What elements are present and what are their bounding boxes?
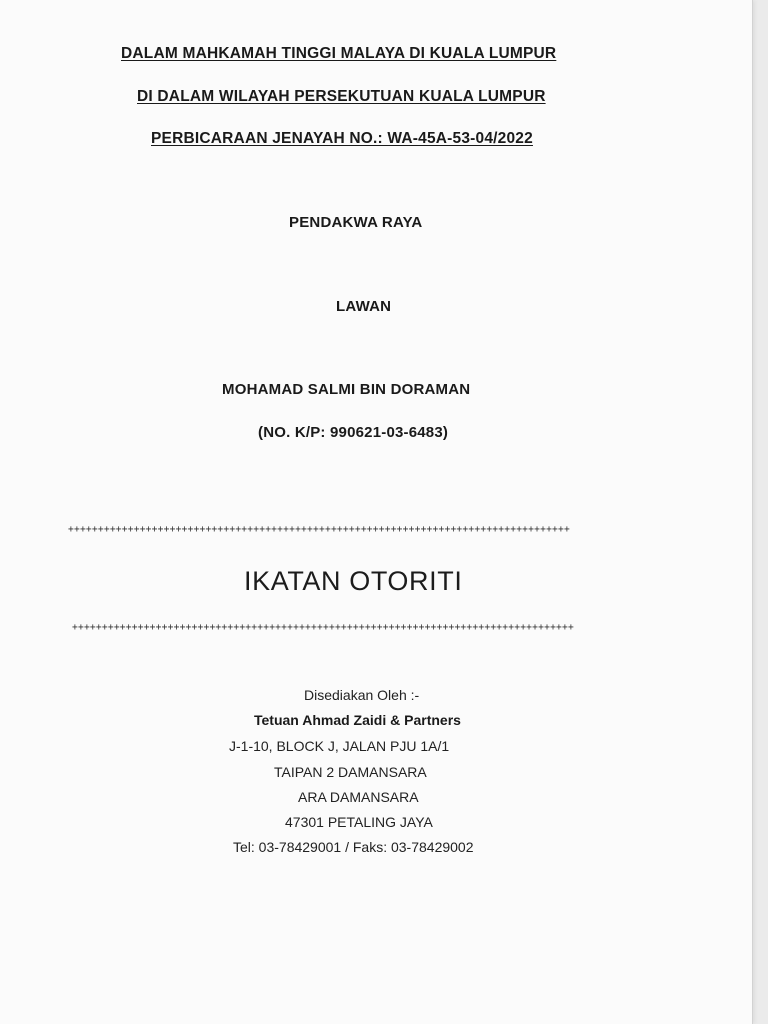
prepared-by-label: Disediakan Oleh :- <box>304 687 420 703</box>
case-number: PERBICARAAN JENAYAH NO.: WA-45A-53-04/2022 <box>151 130 533 147</box>
versus-label: LAWAN <box>336 298 392 315</box>
document-title: IKATAN OTORITI <box>244 566 463 596</box>
address-line-1: J-1-10, BLOCK J, JALAN PJU 1A/1 <box>229 738 450 754</box>
separator-top: ++++++++++++++++++++++++++++++++++++++++++++++++++++++++++++++++++++++++++++++++++++ <box>68 524 570 535</box>
court-header-line-2: DI DALAM WILAYAH PERSEKUTUAN KUALA LUMPUR <box>137 88 546 105</box>
separator-bottom: ++++++++++++++++++++++++++++++++++++++++++++++++++++++++++++++++++++++++++++++++++++ <box>72 622 574 633</box>
accused-ic-number: (NO. K/P: 990621-03-6483) <box>258 424 449 441</box>
prosecution-party: PENDAKWA RAYA <box>289 214 423 231</box>
address-line-3: ARA DAMANSARA <box>298 789 419 805</box>
address-line-4: 47301 PETALING JAYA <box>285 814 433 830</box>
address-line-2: TAIPAN 2 DAMANSARA <box>274 764 427 780</box>
law-firm-name: Tetuan Ahmad Zaidi & Partners <box>254 712 461 728</box>
accused-name: MOHAMAD SALMI BIN DORAMAN <box>222 381 471 398</box>
contact-line: Tel: 03-78429001 / Faks: 03-78429002 <box>233 839 474 855</box>
court-header-line-1: DALAM MAHKAMAH TINGGI MALAYA DI KUALA LUMPUR <box>121 45 557 62</box>
